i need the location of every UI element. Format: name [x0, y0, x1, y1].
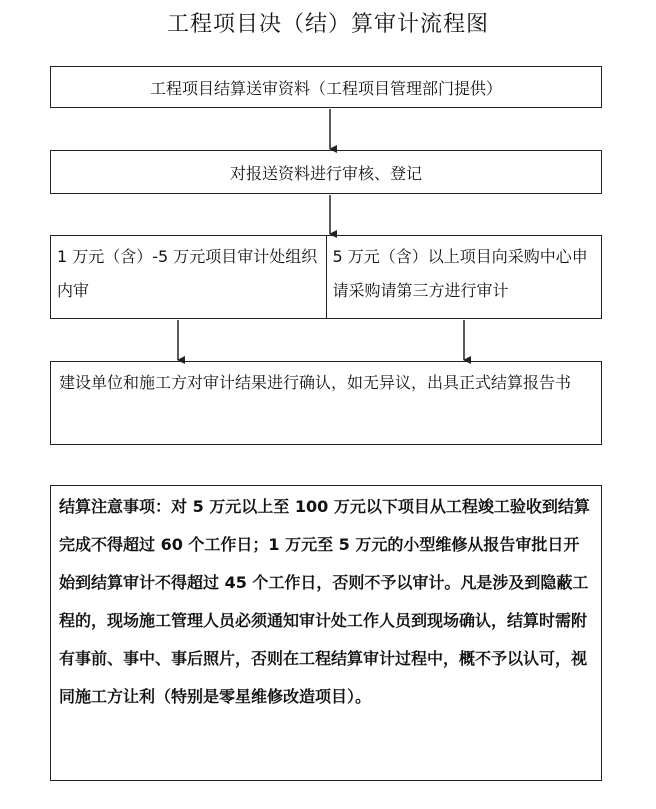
step-audit-branch [50, 235, 602, 319]
step-confirm-report [50, 361, 602, 445]
step-confirm-report-label: 建设单位和施工方对审计结果进行确认，如无异议，出具正式结算报告书 [59, 373, 572, 392]
step-submit-materials-label: 工程项目结算送审资料（工程项目管理部门提供） [149, 78, 502, 98]
page-title: 工程项目决（结）算审计流程图 [166, 12, 489, 37]
step-submit-materials [50, 66, 602, 108]
step-review-register-label: 对报送资料进行审核、登记 [229, 163, 422, 183]
branch-internal-audit: 1 万元（含）-5 万元项目审计处组织内审 [57, 247, 318, 300]
step-review-register [50, 150, 602, 194]
settlement-notes [50, 485, 602, 781]
settlement-notes-text: 结算注意事项：对 5 万元以上至 100 万元以下项目从工程竣工验收到结算完成不得超过 60 个工作日；1 万元至 5 万元的小型维修从报告审批日开始到结算审计不得超过 45 个工作日，否则不予以审计。凡是涉及到隐蔽工程的，现场施工管理人员必须通知审计处工作人员到现场确认，结算时需附有事前、事中、事后照片，否则在工程结算审计过程中，概不予以认可，视同施工方让利（特别是零星维修改造项目）。 [59, 497, 590, 706]
branch-third-party-audit: 5 万元（含）以上项目向采购中心申请采购请第三方进行审计 [326, 236, 602, 318]
